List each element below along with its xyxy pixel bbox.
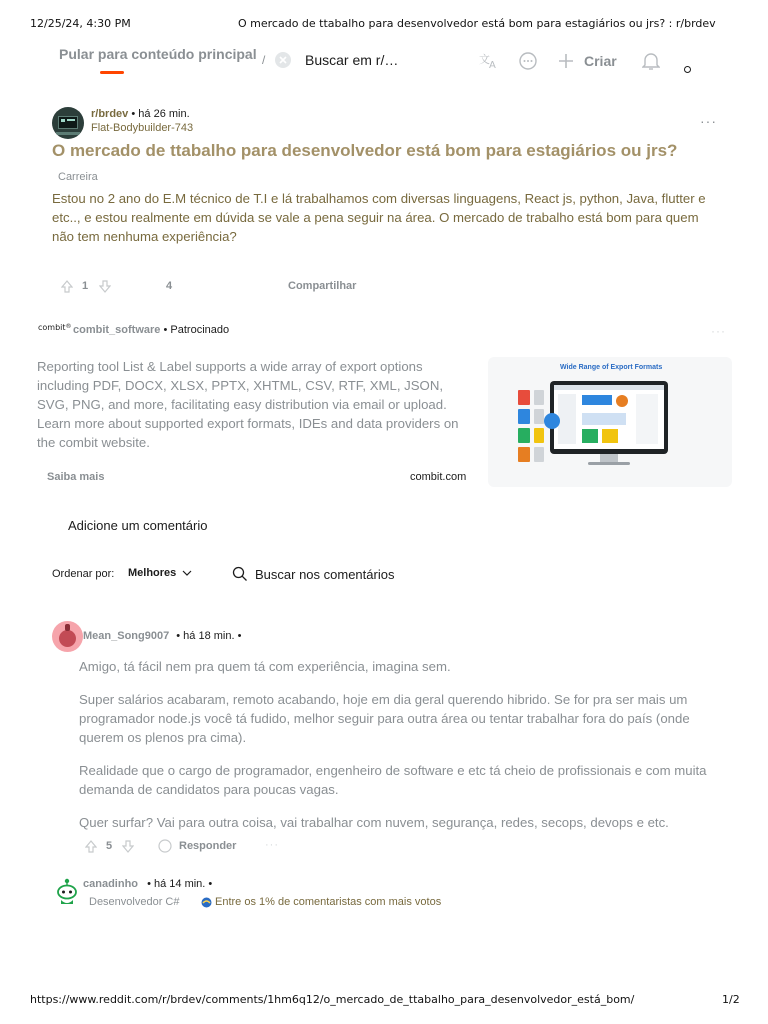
comment-meta [83, 878, 212, 890]
search-scope-separator: / [262, 53, 266, 67]
post-time: há 26 min. [138, 108, 190, 120]
learn-more-button[interactable]: Saiba mais [47, 471, 105, 483]
post-author[interactable]: Flat-Bodybuilder-743 [91, 122, 194, 134]
comment-paragraph: Realidade que o cargo de programador, engenheiro de software e etc tá cheio de profissionais e com muita demanda de candidatos para poucas vagas. [79, 763, 707, 797]
ad-image[interactable] [488, 357, 732, 487]
sort-value: Melhores [128, 567, 177, 579]
search-input[interactable]: Buscar em r/… [305, 52, 399, 68]
search-comments-label: Buscar nos comentários [255, 566, 395, 582]
search-icon [232, 566, 248, 582]
subreddit-avatar[interactable] [52, 107, 84, 139]
subreddit-link[interactable]: r/brdev [91, 108, 129, 120]
print-url: https://www.reddit.com/r/brdev/comments/1hm6q12/o_mercado_de_ttabalho_para_desenvolvedor_está_bom/ [30, 993, 635, 1006]
post-vote-count: 1 [82, 280, 89, 292]
ad-body: Reporting tool List & Label supports a wide array of export options including PDF, DOCX, XLSX, PPTX, XHTML, CSV, RTF, XML, JSON, SVG, PNG, and more, facilitating easy distribution via email or upload. Learn more about supported export formats, IDEs and data providers on the combit website. [37, 359, 459, 450]
translate-icon[interactable] [478, 51, 500, 71]
reply-bubble-icon [158, 839, 172, 853]
print-page-number: 1/2 [722, 993, 740, 1006]
comment-upvote-icon[interactable] [84, 839, 98, 853]
plus-icon [557, 52, 575, 70]
ad-overflow-menu-icon[interactable]: ··· [711, 324, 726, 338]
search-comments-button[interactable] [232, 566, 394, 582]
post-overflow-menu-icon[interactable]: ··· [700, 113, 717, 129]
comment-paragraph: Amigo, tá fácil nem pra quem tá com experiência, imagina sem. [79, 659, 451, 674]
comment-author[interactable]: canadinho [83, 878, 139, 890]
sort-label: Ordenar por: [52, 568, 115, 580]
comment-vote-count: 5 [106, 840, 113, 852]
add-comment-input[interactable]: Adicione um comentário [68, 518, 208, 533]
skip-to-content-link[interactable]: Pular para conteúdo principal [59, 46, 257, 62]
print-page-title: O mercado de ttabalho para desenvolvedor está bom para estagiários ou jrs? : r/brdev [238, 17, 716, 30]
comment-paragraph: Quer surfar? Vai para outra coisa, vai trabalhar com nuvem, segurança, redes, secops, devops e etc. [79, 815, 669, 830]
comment-paragraph: Super salários acabaram, remoto acabando, hoje em dia geral querendo hibrido. Se for pra ser mais um programador node.js você tá fudido, melhor seguir para outra área ou tentar trabalhar fora do país (onde querem os plenos pra cima). [79, 692, 690, 745]
chevron-down-icon [182, 570, 192, 577]
create-label: Criar [584, 53, 617, 69]
svg-text:A: A [489, 60, 496, 70]
ad-domain[interactable]: combit.com [410, 471, 467, 483]
ad-meta: combit_software • Patrocinado [73, 324, 230, 336]
svg-text:文: 文 [479, 53, 490, 66]
ad-image-caption: Wide Range of Export Formats [560, 364, 663, 371]
share-button[interactable]: Compartilhar [288, 280, 357, 292]
comment-overflow-menu-icon[interactable]: ··· [265, 839, 279, 851]
commenter-avatar[interactable] [52, 621, 83, 652]
create-post-button[interactable] [557, 51, 617, 71]
sponsored-label: Patrocinado [170, 324, 230, 336]
post-title: O mercado de ttabalho para desenvolvedor está bom para estagiários ou jrs? [52, 141, 678, 160]
post-flair[interactable]: Carreira [58, 171, 98, 183]
post-comment-count[interactable]: 4 [166, 280, 173, 292]
sort-dropdown[interactable] [128, 567, 192, 579]
reply-label: Responder [179, 840, 237, 852]
user-flair: Desenvolvedor C# [89, 896, 180, 908]
clear-search-icon[interactable] [275, 52, 291, 68]
post-meta: r/brdev • há 26 min. [91, 108, 190, 120]
post-body: Estou no 2 ano do E.M técnico de T.I e lá trabalhamos com diversas linguagens, React js, python, Java, flutter e etc.., e estou realmente em dúvida se vale a pena seguir na área. O mercado de trabalho está bom para quem não tem nenhuma experiência? [52, 191, 706, 244]
downvote-icon[interactable] [98, 279, 112, 293]
comment-body [79, 657, 719, 832]
advertiser-logo: combit® [38, 323, 72, 332]
comment-meta [83, 630, 241, 642]
print-datetime: 12/25/24, 4:30 PM [30, 17, 131, 30]
comment-downvote-icon[interactable] [121, 839, 135, 853]
avatar-status-icon[interactable] [684, 66, 691, 73]
comment-time: • há 18 min. • [176, 630, 242, 642]
top-commenter-badge-label: Entre os 1% de comentaristas com mais votos [215, 896, 442, 908]
bell-icon[interactable] [640, 50, 662, 72]
reddit-logo-fragment [100, 71, 124, 74]
comment-author[interactable]: Mean_Song9007 [83, 630, 170, 642]
top-commenter-badge-icon [201, 897, 212, 908]
upvote-icon[interactable] [60, 279, 74, 293]
top-commenter-badge [201, 896, 441, 908]
advertiser-name[interactable]: combit_software [73, 324, 161, 336]
commenter-avatar[interactable] [56, 876, 78, 906]
chat-icon[interactable] [517, 50, 539, 72]
comment-time: • há 14 min. • [147, 878, 213, 890]
reply-button[interactable] [158, 839, 236, 853]
